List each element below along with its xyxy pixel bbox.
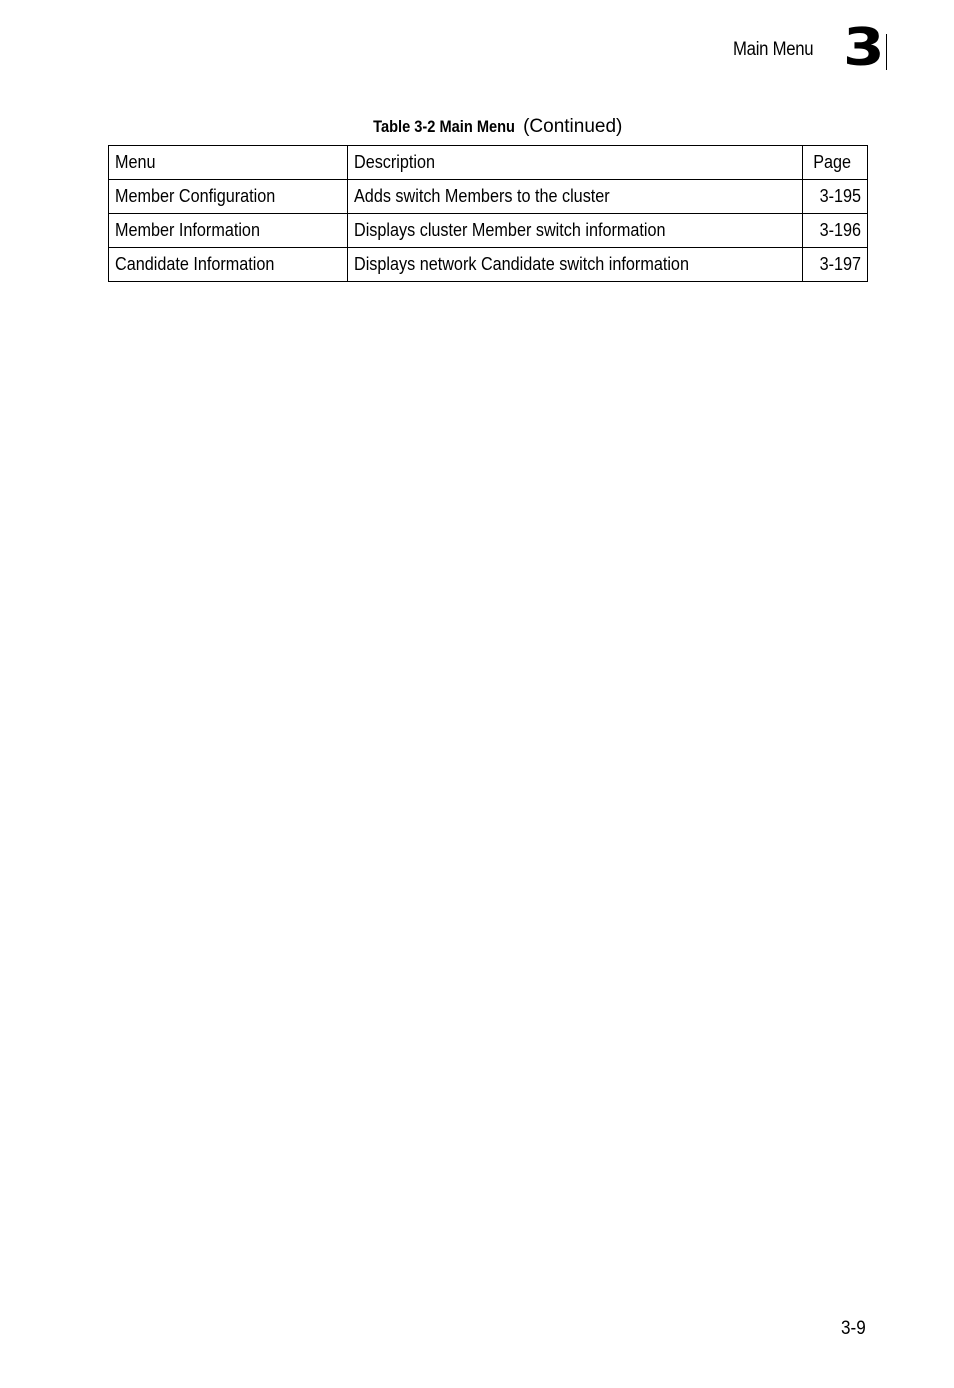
menu-cell: Member Configuration [109,180,348,214]
description-cell: Displays network Candidate switch information [348,248,803,282]
description-cell: Adds switch Members to the cluster [348,180,803,214]
page-cell: 3-197 [803,248,868,282]
table-row [109,214,868,248]
menu-cell: Member Information [109,214,348,248]
table-caption [0,116,954,138]
chapter-rule [886,34,887,70]
page-number: 3-9 [841,1318,866,1339]
description-cell: Displays cluster Member switch information [348,214,803,248]
page-cell: 3-196 [803,214,868,248]
table-header-row [109,146,868,180]
section-title: Main Menu [733,39,814,60]
table-caption-label: Table 3-2 Main Menu [372,117,515,136]
page-cell: 3-195 [803,180,868,214]
column-header-page: Page [803,146,868,180]
table-row [109,248,868,282]
table-row [109,180,868,214]
main-menu-table [108,145,868,282]
chapter-number: 3 [843,18,885,78]
menu-cell: Candidate Information [109,248,348,282]
column-header-menu: Menu [109,146,348,180]
table-caption-continued: (Continued) [523,116,623,137]
column-header-description: Description [348,146,803,180]
